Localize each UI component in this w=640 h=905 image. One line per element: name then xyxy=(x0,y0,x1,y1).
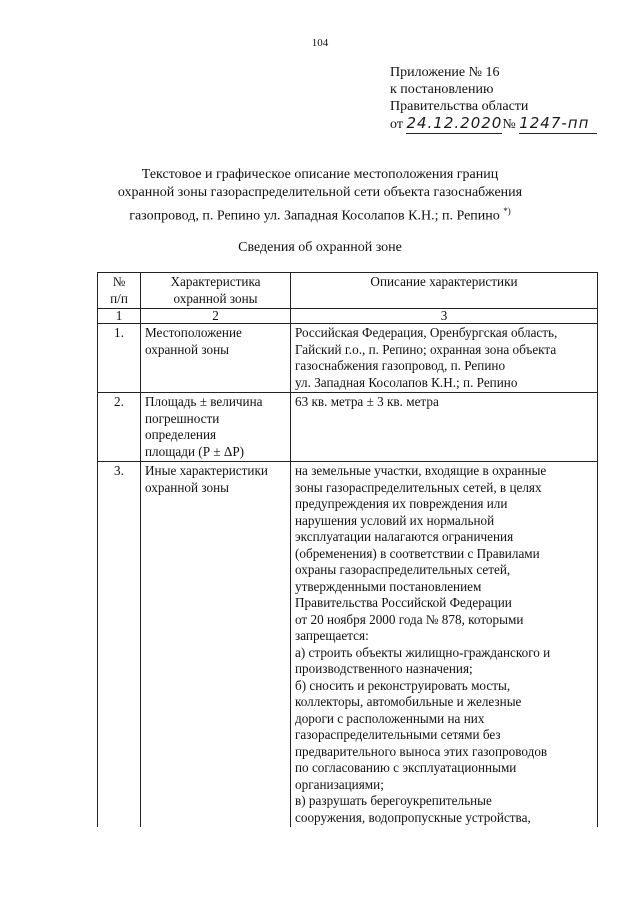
from-label: от xyxy=(390,117,403,132)
table-row xyxy=(98,393,598,462)
row-num: 2. xyxy=(98,393,141,462)
title-line-2: охранной зоны газораспределительной сети объекта газоснабжения xyxy=(117,185,523,200)
footnote-mark: *) xyxy=(503,206,511,216)
appendix-date-line xyxy=(390,115,597,134)
appendix-block xyxy=(390,64,597,134)
table-row xyxy=(98,462,598,828)
index-cell: 2 xyxy=(141,309,291,324)
row-description: на земельные участки, входящие в охранные зоны газораспределительных сетей, в целях предупреждения их повреждения или нарушения условий их нормальной эксплуатации налагаются ограничения (обременения) в соответствии с Правилами охраны газораспределительных сетей, утвержденными постановлением Правительства Российской Федерации от 20 ноября 2000 года № 878, которыми запрещается: а) строить объекты жилищно-гражданского и производственного назначения; б) сносить и реконструировать мосты, коллекторы, автомобильные и железные дороги с расположенными на них газораспределительными сетями без предварительного выноса этих газопроводов по согласованию с эксплуатационными организациями; в) разрушать берегоукрепительные сооружения, водопропускные устройства, xyxy=(291,462,598,828)
header-characteristic: Характеристика охранной зоны xyxy=(141,273,291,309)
index-cell: 1 xyxy=(98,309,141,324)
appendix-line-3: Правительства области xyxy=(390,99,529,114)
row-description: 63 кв. метра ± 3 кв. метра xyxy=(291,393,598,462)
table-row xyxy=(98,324,598,393)
title-line-3: газопровод, п. Репино ул. Западная Косолапов К.Н.; п. Репино *) xyxy=(129,206,511,224)
row-characteristic: Местоположение охранной зоны xyxy=(141,324,291,393)
header-description: Описание характеристики xyxy=(291,273,598,309)
protection-zone-table xyxy=(97,272,598,827)
appendix-line-1: Приложение № 16 xyxy=(390,65,500,80)
row-description: Российская Федерация, Оренбургская область, Гайский г.о., п. Репино; охранная зона объекта газоснабжения газопровод, п. Репино ул. Западная Косолапов К.Н.; п. Репино xyxy=(291,324,598,393)
row-characteristic: Иные характеристики охранной зоны xyxy=(141,462,291,828)
index-cell: 3 xyxy=(291,309,598,324)
page-number: 104 xyxy=(311,37,329,49)
row-characteristic: Площадь ± величина погрешности определения площади (Р ± ΔР) xyxy=(141,393,291,462)
document-title xyxy=(100,166,540,226)
title-line-1: Текстовое и графическое описание местоположения границ xyxy=(141,167,499,182)
table-header-row xyxy=(98,273,598,309)
table-index-row xyxy=(98,309,598,324)
appendix-line-2: к постановлению xyxy=(390,82,494,97)
handwritten-date: 24.12.2020 xyxy=(406,114,503,132)
section-subtitle: Сведения об охранной зоне xyxy=(238,240,402,255)
handwritten-number: 1247-пп xyxy=(519,114,590,132)
number-label: № xyxy=(502,117,516,132)
header-num: № п/п xyxy=(98,273,141,309)
row-num: 1. xyxy=(98,324,141,393)
row-num: 3. xyxy=(98,462,141,828)
